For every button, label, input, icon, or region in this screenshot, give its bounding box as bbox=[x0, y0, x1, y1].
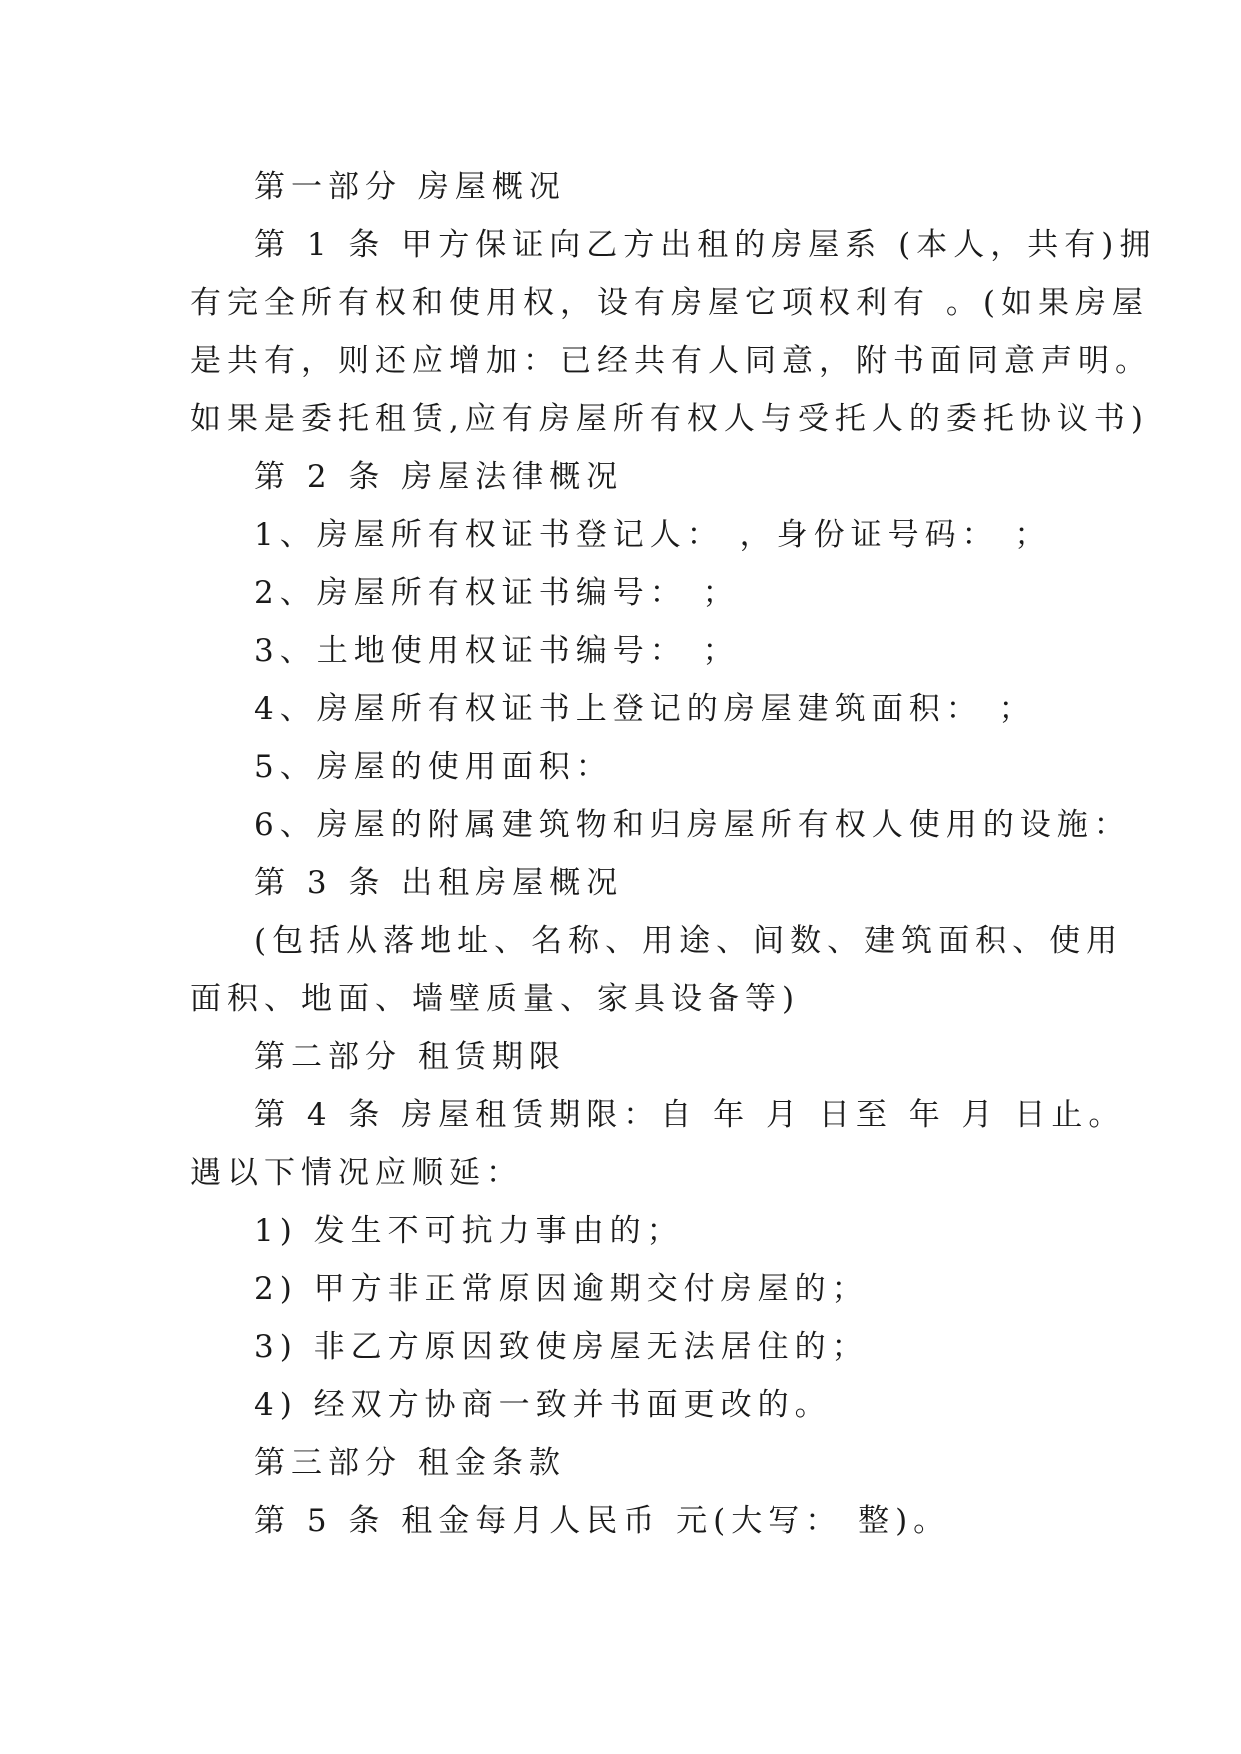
article-2-heading: 第 2 条 房屋法律概况 bbox=[254, 459, 624, 495]
article-2-item-6: 6、房屋的附属建筑物和归房屋所有权人使用的设施： bbox=[254, 807, 1131, 843]
article-5-line-1: 第 5 条 租金每月人民币 元(大写： 整)。 bbox=[254, 1503, 951, 1539]
article-3-line-2: 面积、地面、墙壁质量、家具设备等) bbox=[190, 981, 801, 1017]
article-2-item-4: 4、房屋所有权证书上登记的房屋建筑面积： ； bbox=[254, 691, 1036, 727]
article-4-item-3: 3) 非乙方原因致使房屋无法居住的； bbox=[254, 1329, 869, 1365]
article-1-line-3: 是共有，则还应增加：已经共有人同意，附书面同意声明。 bbox=[190, 343, 1152, 379]
article-4-item-1: 1) 发生不可抗力事由的； bbox=[254, 1213, 684, 1249]
article-1-line-1: 第 1 条 甲方保证向乙方出租的房屋系 (本人，共有)拥 bbox=[254, 227, 1157, 263]
section-heading-part-3: 第三部分 租金条款 bbox=[254, 1445, 566, 1481]
article-2-item-5: 5、房屋的使用面积： bbox=[254, 749, 613, 785]
article-3-heading: 第 3 条 出租房屋概况 bbox=[254, 865, 624, 901]
article-2-item-3: 3、土地使用权证书编号： ； bbox=[254, 633, 740, 669]
article-4-line-2: 遇以下情况应顺延： bbox=[190, 1155, 523, 1191]
article-1-line-2: 有完全所有权和使用权，设有房屋它项权利有 。(如果房屋 bbox=[190, 285, 1149, 321]
article-4-item-4: 4) 经双方协商一致并书面更改的。 bbox=[254, 1387, 832, 1423]
article-1-line-4: 如果是委托租赁,应有房屋所有权人与受托人的委托协议书) bbox=[190, 401, 1149, 437]
article-4-item-2: 2) 甲方非正常原因逾期交付房屋的； bbox=[254, 1271, 869, 1307]
article-4-line-1: 第 4 条 房屋租赁期限：自 年 月 日至 年 月 日止。 bbox=[254, 1097, 1126, 1133]
document-page bbox=[190, 158, 1157, 1550]
section-heading-part-2: 第二部分 租赁期限 bbox=[254, 1039, 566, 1075]
article-3-line-1: (包括从落地址、名称、用途、间数、建筑面积、使用 bbox=[254, 923, 1124, 959]
article-2-item-2: 2、房屋所有权证书编号： ； bbox=[254, 575, 740, 611]
article-2-item-1: 1、房屋所有权证书登记人： ，身份证号码： ； bbox=[254, 517, 1052, 553]
section-heading-part-1: 第一部分 房屋概况 bbox=[254, 169, 566, 205]
